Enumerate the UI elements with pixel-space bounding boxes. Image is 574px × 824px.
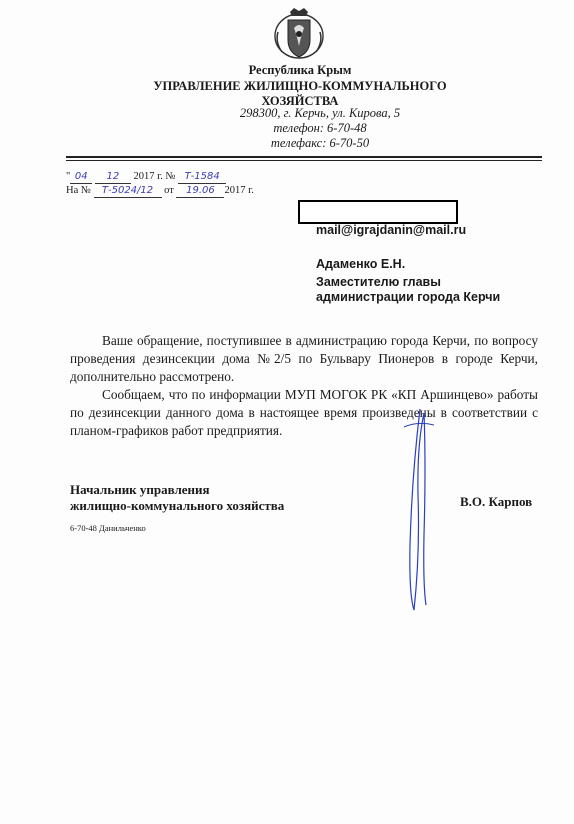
quote-mark: " bbox=[66, 171, 71, 182]
department-address: 298300, г. Керчь, ул. Кирова, 5 bbox=[239, 106, 401, 120]
body-paragraph-2: Сообщаем, что по информации МУП МОГОК РК «КП Аршинцево» работы по дезинсекции данного дома в настоящее время произведены в соответствии с планом-графиков работ предприятия. bbox=[70, 387, 538, 438]
outgoing-day: 04 bbox=[70, 170, 92, 184]
incoming-reference bbox=[66, 184, 254, 198]
reply-from: от bbox=[164, 185, 174, 196]
body-paragraph-1: Ваше обращение, поступившее в администрацию города Керчи, по вопросу проведения дезинсекции дома №2/5 по Бульвару Пионеров в городе Керчи, дополнительно рассмотрено. bbox=[70, 333, 538, 384]
department-phone: телефон: 6-70-48 bbox=[273, 121, 367, 135]
department-title: УПРАВЛЕНИЕ ЖИЛИЩНО-КОММУНАЛЬНОГО bbox=[153, 79, 447, 93]
outgoing-month: 12 bbox=[95, 170, 131, 184]
coat-of-arms-icon bbox=[272, 6, 326, 62]
reply-number: Т-5024/12 bbox=[94, 184, 162, 198]
reply-date: 19.06 bbox=[176, 184, 224, 198]
executor-note: 6-70-48 Данильченко bbox=[70, 523, 146, 533]
addressee-position: Заместителю главы bbox=[316, 275, 441, 289]
outgoing-registration bbox=[66, 170, 226, 184]
outgoing-year: 2017 г. № bbox=[133, 171, 176, 182]
handwritten-signature bbox=[390, 405, 450, 615]
letter-body bbox=[70, 332, 538, 440]
header-divider-thin bbox=[66, 160, 542, 161]
department-fax: телефакс: 6-70-50 bbox=[270, 136, 370, 150]
signatory-title: Начальник управления bbox=[70, 482, 210, 497]
republic-label: Республика Крым bbox=[248, 63, 352, 77]
signatory-name: В.О. Карпов bbox=[460, 494, 533, 509]
outgoing-number: Т-1584 bbox=[178, 170, 226, 184]
reply-prefix: На № bbox=[66, 185, 91, 196]
department-title-line2: ХОЗЯЙСТВА bbox=[261, 94, 339, 108]
addressee-name: Адаменко Е.Н. bbox=[316, 257, 406, 271]
addressee-email: mail@igrajdanin@mail.ru bbox=[316, 223, 467, 237]
signatory-title-line2: жилищно-коммунального хозяйства bbox=[70, 498, 285, 513]
reply-year: 2017 г. bbox=[224, 185, 254, 196]
header-divider bbox=[66, 156, 542, 158]
addressee-position-line2: администрации города Керчи bbox=[316, 290, 501, 304]
